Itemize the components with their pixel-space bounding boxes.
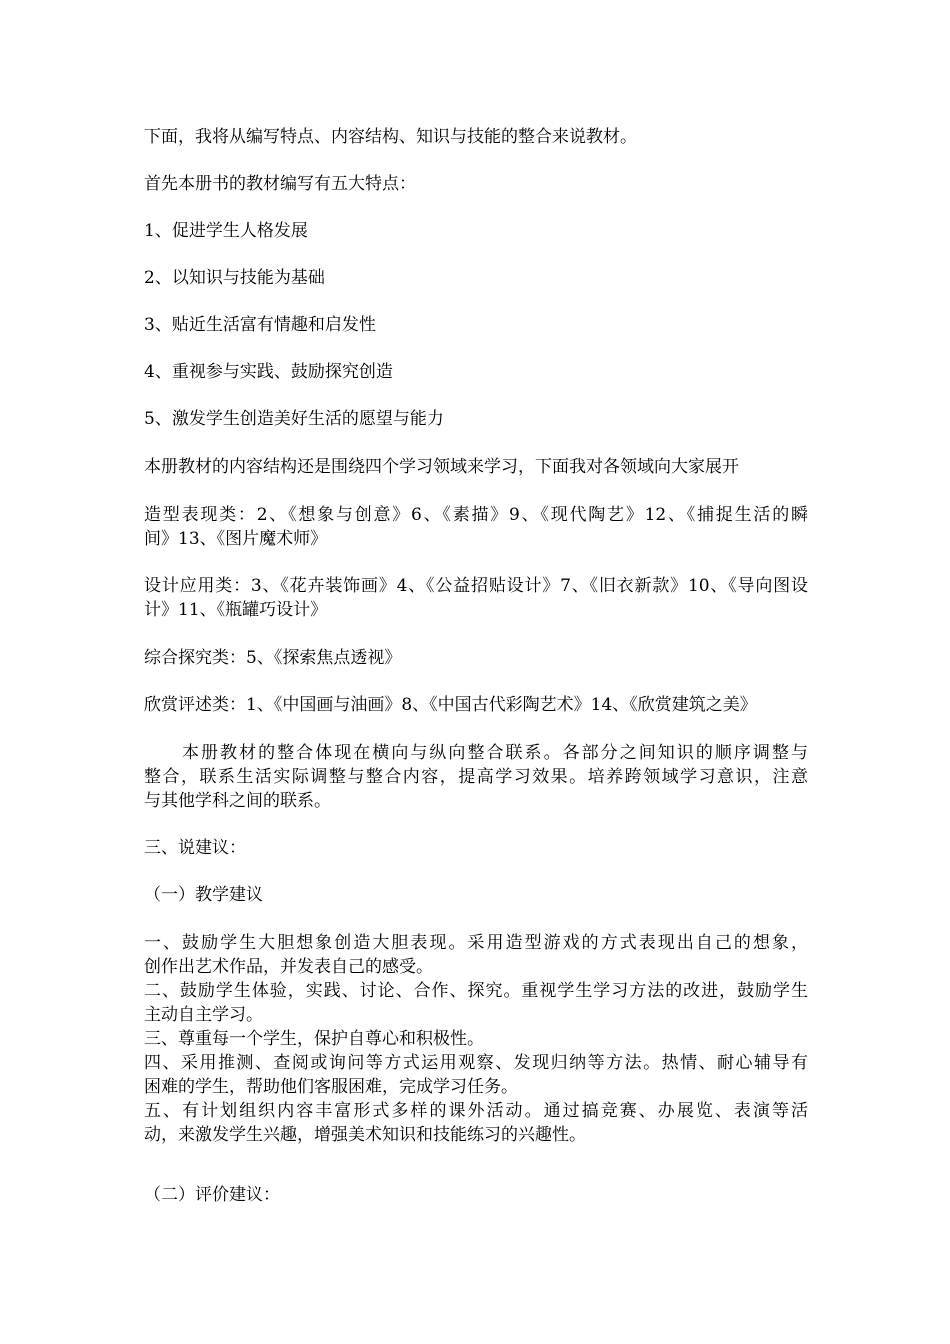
- teaching-item-line: 创作出艺术作品，并发表自己的感受。: [144, 957, 433, 977]
- feature-item: 4、重视参与实践、鼓励探究创造: [144, 362, 393, 382]
- teaching-item-line: 三、尊重每一个学生，保护自尊心和积极性。: [144, 1029, 484, 1049]
- category-line: 计》11、《瓶罐巧设计》: [144, 600, 328, 620]
- category-appreciation: 欣赏评述类：1、《中国画与油画》8、《中国古代彩陶艺术》14、《欣赏建筑之美》: [144, 695, 757, 715]
- category-line: 造型表现类：2、《想象与创意》6、《素描》9、《现代陶艺》12、《捕捉生活的瞬: [144, 505, 808, 525]
- teaching-item-line: 二、鼓励学生体验，实践、讨论、合作、探究。重视学生学习方法的改进，鼓励学生: [144, 981, 808, 1001]
- section3-heading: 三、说建议：: [144, 838, 246, 858]
- feature-item: 3、贴近生活富有情趣和启发性: [144, 315, 376, 335]
- category-line: 设计应用类：3、《花卉装饰画》4、《公益招贴设计》7、《旧衣新款》10、《导向图设: [144, 576, 808, 596]
- teaching-item-line: 四、采用推测、查阅或询问等方式运用观察、发现归纳等方法。热情、耐心辅导有: [144, 1053, 808, 1073]
- integration-line: 本册教材的整合体现在横向与纵向整合联系。各部分之间知识的顺序调整与: [182, 743, 808, 763]
- structure-intro: 本册教材的内容结构还是围绕四个学习领域来学习，下面我对各领域向大家展开: [144, 457, 739, 477]
- feature-item: 5、激发学生创造美好生活的愿望与能力: [144, 409, 444, 429]
- category-exploration: 综合探究类：5、《探索焦点透视》: [144, 648, 402, 668]
- category-design: [144, 574, 808, 622]
- feature-item: 1、促进学生人格发展: [144, 221, 308, 241]
- teaching-item-line: 一、鼓励学生大胆想象创造大胆表现。采用造型游戏的方式表现出自己的想象，: [144, 933, 808, 953]
- teaching-heading: （一）教学建议: [144, 885, 263, 905]
- evaluation-heading: （二）评价建议：: [144, 1185, 280, 1205]
- features-heading: 首先本册书的教材编写有五大特点：: [144, 174, 416, 194]
- teaching-item-line: 主动自主学习。: [144, 1005, 263, 1025]
- teaching-suggestions: [144, 931, 808, 1147]
- teaching-item-line: 五、有计划组织内容丰富形式多样的课外活动。通过搞竞赛、办展览、表演等活: [144, 1101, 808, 1121]
- feature-item: 2、以知识与技能为基础: [144, 268, 325, 288]
- teaching-item-line: 困难的学生，帮助他们客服困难，完成学习任务。: [144, 1077, 518, 1097]
- integration-line: 与其他学科之间的联系。: [144, 791, 331, 811]
- intro-paragraph: 下面，我将从编写特点、内容结构、知识与技能的整合来说教材。: [144, 127, 637, 147]
- teaching-item-line: 动，来激发学生兴趣，增强美术知识和技能练习的兴趣性。: [144, 1125, 586, 1145]
- integration-paragraph: [144, 741, 808, 813]
- category-shaping: [144, 503, 808, 551]
- integration-line: 整合，联系生活实际调整与整合内容，提高学习效果。培养跨领域学习意识，注意: [144, 767, 808, 787]
- category-line: 间》13、《图片魔术师》: [144, 529, 328, 549]
